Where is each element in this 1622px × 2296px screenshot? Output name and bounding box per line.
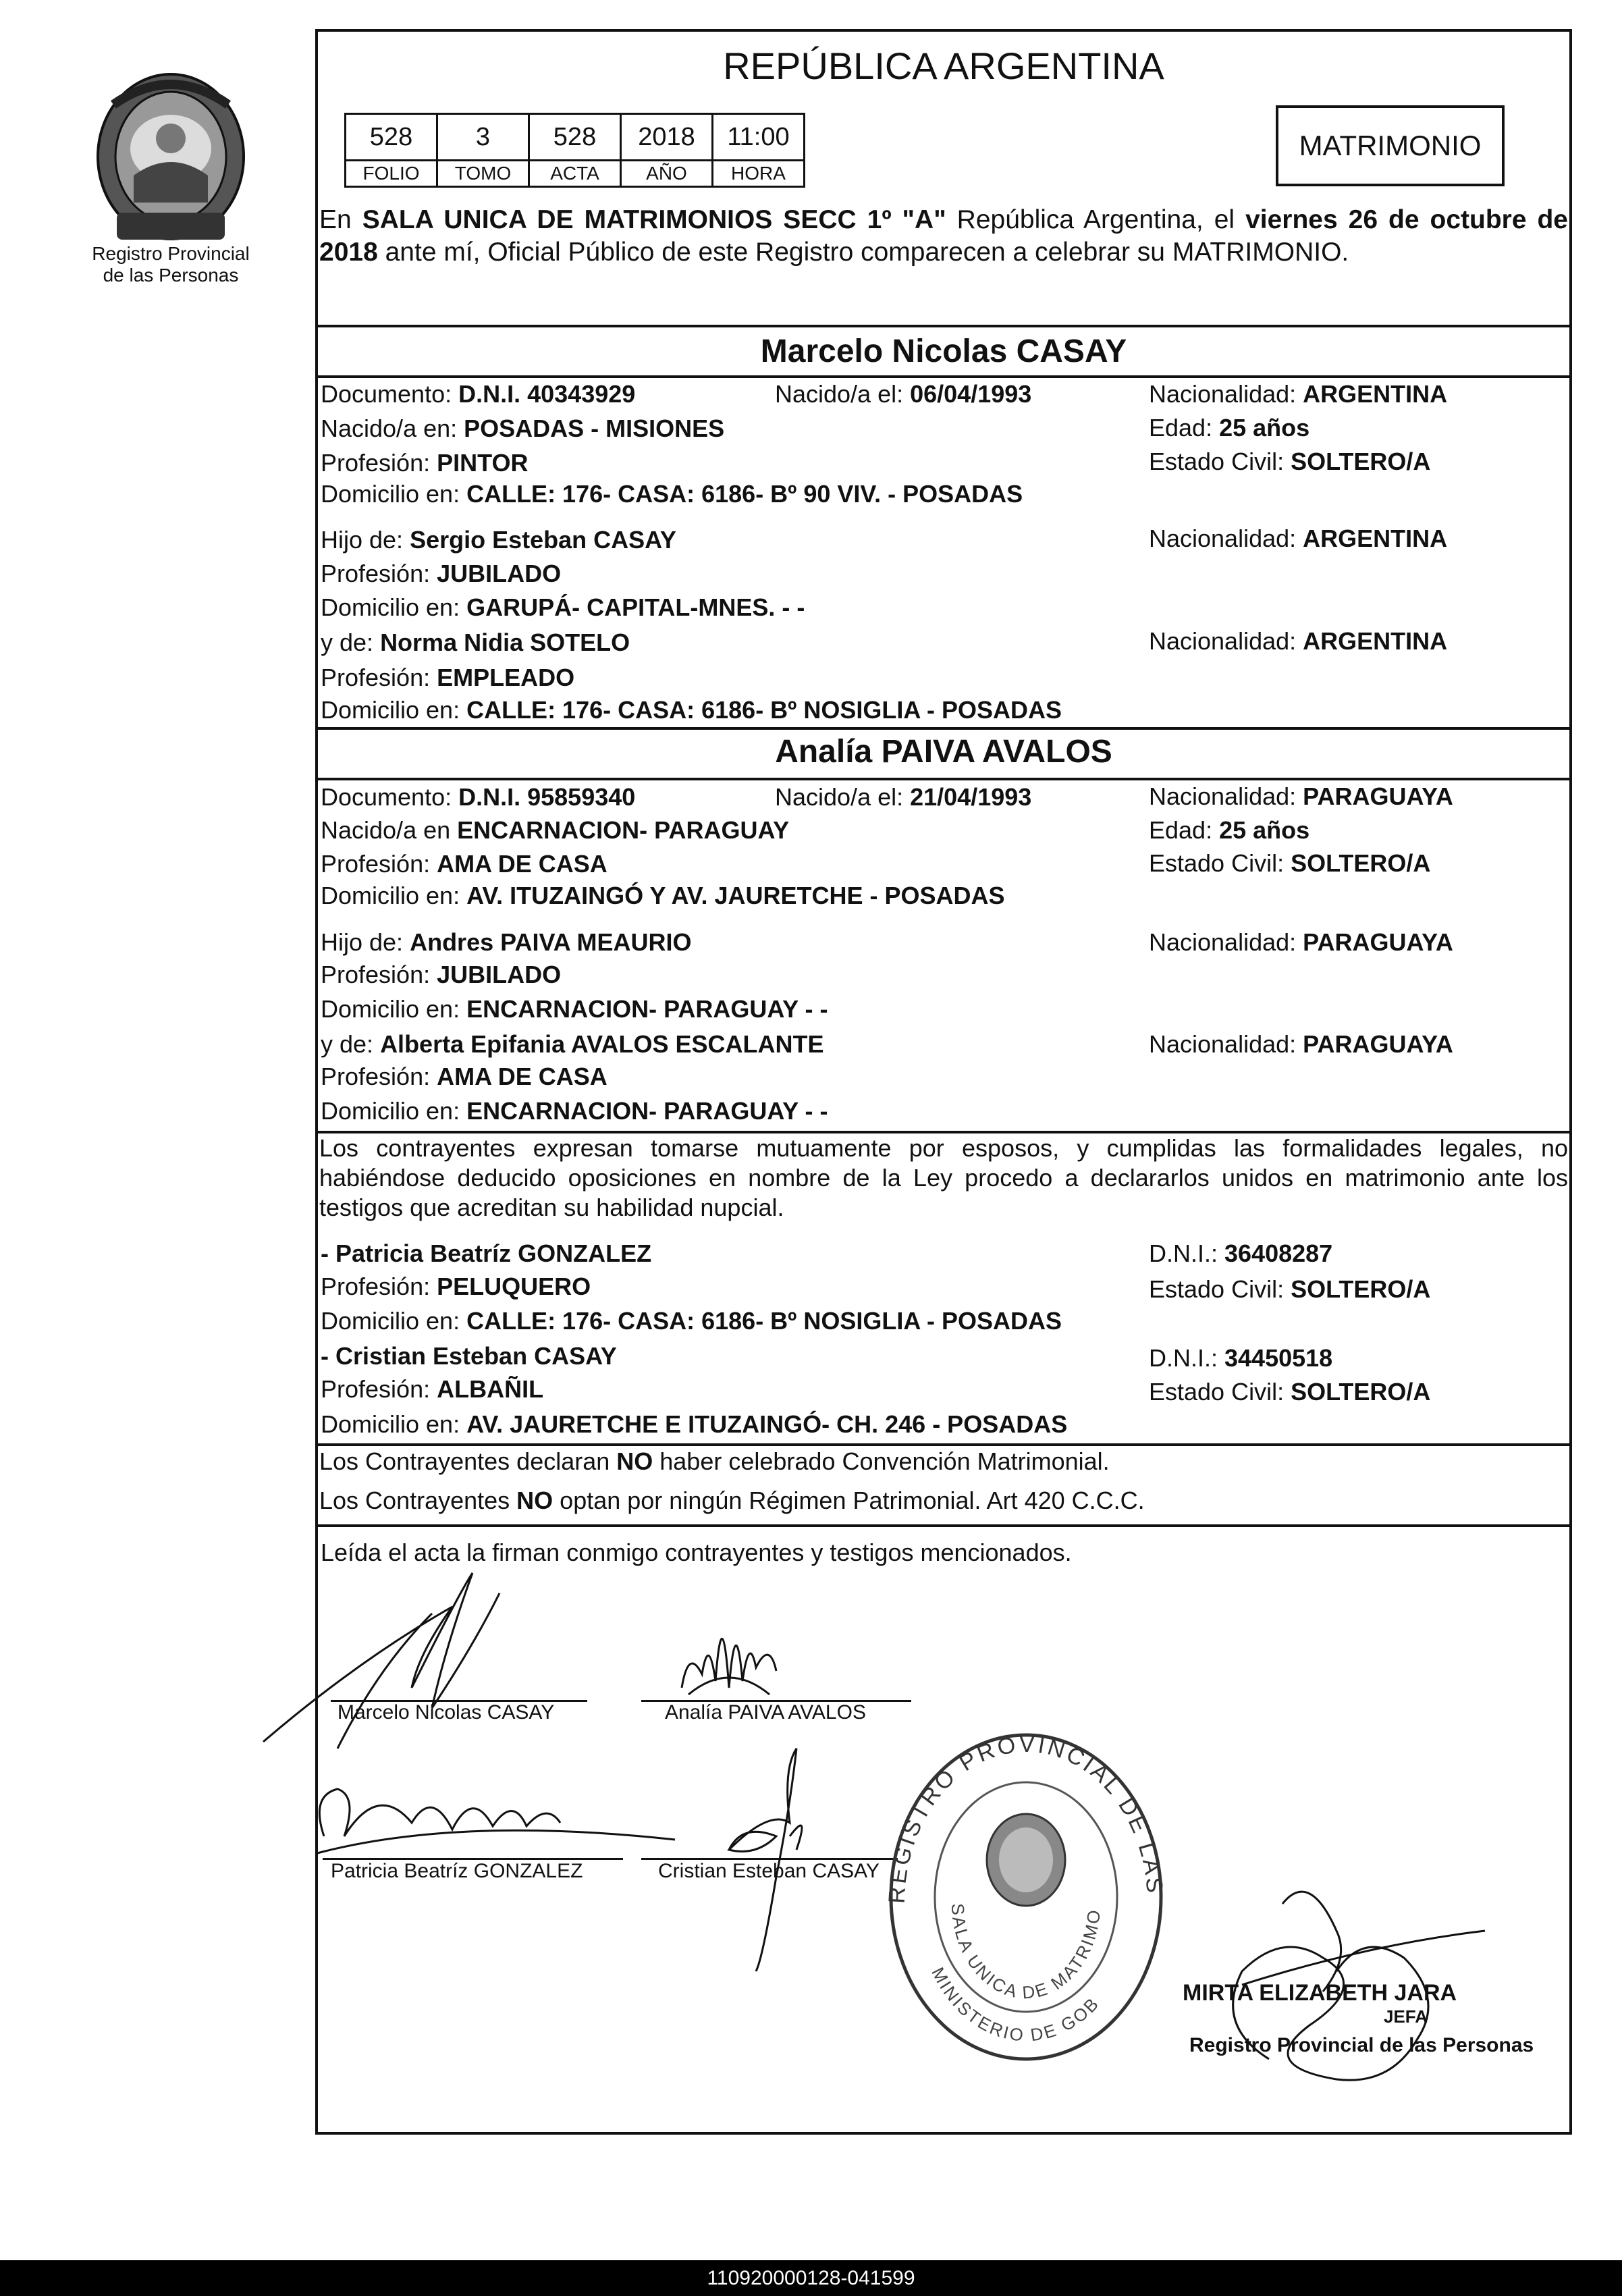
spouse1-age: Edad: 25 años: [1149, 414, 1310, 442]
acta-value: 528: [529, 114, 621, 161]
divider: [315, 1443, 1572, 1446]
divider: [315, 375, 1572, 378]
witness2-profession: Profesión: ALBAÑIL: [321, 1375, 544, 1403]
spouse2-father-nationality: Nacionalidad: PARAGUAYA: [1149, 928, 1453, 956]
svg-text:MINISTERIO DE GOB: MINISTERIO DE GOB: [927, 1964, 1104, 2046]
anio-label: AÑO: [621, 161, 713, 187]
witness2-dni: D.N.I.: 34450518: [1149, 1344, 1333, 1372]
convention-statement: Los Contrayentes declaran NO haber celebrado Convención Matrimonial.: [319, 1447, 1110, 1475]
spouse2-father-profession: Profesión: JUBILADO: [321, 961, 562, 988]
footer-document-code: 110920000128-041599: [0, 2260, 1622, 2296]
divider: [315, 325, 1572, 327]
spouse1-nationality: Nacionalidad: ARGENTINA: [1149, 380, 1448, 408]
spouse2-address: Domicilio en: AV. ITUZAINGÓ Y AV. JAURETCHE - POSADAS: [321, 882, 1005, 909]
spouse1-name: Marcelo Nicolas CASAY: [760, 333, 1127, 369]
spouse2-profession: Profesión: AMA DE CASA: [321, 850, 607, 878]
spouse2-mother-address: Domicilio en: ENCARNACION- PARAGUAY - -: [321, 1097, 828, 1125]
folio-label: FOLIO: [346, 161, 437, 187]
spouse2-father: Hijo de: Andres PAIVA MEAURIO: [321, 928, 692, 956]
official-organization: Registro Provincial de las Personas: [1189, 2034, 1534, 2056]
witness2-name: - Cristian Esteban CASAY: [321, 1342, 617, 1370]
witness1-civil-status: Estado Civil: SOLTERO/A: [1149, 1275, 1431, 1303]
spouse1-birth-date: Nacido/a el: 06/04/1993: [775, 380, 1032, 408]
act-type-box: MATRIMONIO: [1276, 105, 1505, 186]
spouse2-birth-place: Nacido/a en ENCARNACION- PARAGUAY: [321, 816, 790, 844]
province-seal-logo: [86, 68, 255, 246]
spouse1-profession: Profesión: PINTOR: [321, 449, 529, 477]
tomo-label: TOMO: [437, 161, 529, 187]
spouse1-father-nationality: Nacionalidad: ARGENTINA: [1149, 525, 1448, 552]
spouse2-father-address: Domicilio en: ENCARNACION- PARAGUAY - -: [321, 995, 828, 1023]
svg-text:SALA UNICA DE MATRIMONIOS: SALA UNICA DE MATRIMO: [947, 1902, 1105, 2003]
hora-label: HORA: [713, 161, 805, 187]
official-oval-stamp: [877, 1728, 1174, 2066]
spouse2-document: Documento: D.N.I. 95859340: [321, 783, 636, 811]
document-title: REPÚBLICA ARGENTINA: [723, 45, 1164, 87]
witness1-address: Domicilio en: CALLE: 176- CASA: 6186- Bº NOSIGLIA - POSADAS: [321, 1307, 1062, 1335]
tomo-value: 3: [437, 114, 529, 161]
spouse1-mother-address: Domicilio en: CALLE: 176- CASA: 6186- Bº NOSIGLIA - POSADAS: [321, 696, 1062, 724]
spouse1-address: Domicilio en: CALLE: 176- CASA: 6186- Bº 90 VIV. - POSADAS: [321, 480, 1023, 508]
signature-label-witness1: Patricia Beatríz GONZALEZ: [331, 1860, 583, 1882]
signature-label-spouse1: Marcelo Nicolas CASAY: [337, 1701, 555, 1724]
divider: [315, 727, 1572, 730]
spouse1-birth-place: Nacido/a en: POSADAS - MISIONES: [321, 415, 725, 442]
official-role: JEFA: [1384, 2006, 1428, 2027]
spouse2-nationality: Nacionalidad: PARAGUAYA: [1149, 782, 1453, 810]
spouse1-document: Documento: D.N.I. 40343929: [321, 380, 636, 408]
witness2-civil-status: Estado Civil: SOLTERO/A: [1149, 1378, 1431, 1406]
svg-text:REGISTRO PROVINCIAL DE LAS PER: REGISTRO PROVINCIAL DE LAS: [884, 1731, 1168, 1904]
intro-paragraph: En SALA UNICA DE MATRIMONIOS SECC 1º "A" República Argentina, el viernes 26 de octubre de 2018 ante mí, Oficial Público de este Registro comparecen a celebrar su MATRIMONIO.: [319, 205, 1568, 267]
spouse2-mother-profession: Profesión: AMA DE CASA: [321, 1063, 607, 1090]
closing-statement: Leída el acta la firman conmigo contrayentes y testigos mencionados.: [321, 1539, 1072, 1566]
spouse1-mother-profession: Profesión: EMPLEADO: [321, 664, 575, 691]
witness1-name: - Patricia Beatríz GONZALEZ: [321, 1239, 652, 1267]
hora-value: 11:00: [713, 114, 805, 161]
spouse1-mother: y de: Norma Nidia SOTELO: [321, 629, 630, 656]
anio-value: 2018: [621, 114, 713, 161]
acta-label: ACTA: [529, 161, 621, 187]
spouse1-father: Hijo de: Sergio Esteban CASAY: [321, 526, 676, 554]
spouse2-birth-date: Nacido/a el: 21/04/1993: [775, 783, 1032, 811]
registration-fields-table: [344, 113, 805, 188]
divider: [315, 778, 1572, 780]
spouse1-civil-status: Estado Civil: SOLTERO/A: [1149, 448, 1431, 475]
spouse2-civil-status: Estado Civil: SOLTERO/A: [1149, 849, 1431, 877]
spouse1-mother-nationality: Nacionalidad: ARGENTINA: [1149, 627, 1448, 655]
declaration-paragraph: Los contrayentes expresan tomarse mutuamente por esposos, y cumplidas las formalidades legales, no habiéndose deducido oposiciones en nombre de la Ley procedo a declararlos unidos en matrimonio ante los testigos que acreditan su habilidad nupcial.: [319, 1134, 1568, 1221]
signature-label-witness2: Cristian Esteban CASAY: [658, 1860, 880, 1882]
witness1-profession: Profesión: PELUQUERO: [321, 1273, 591, 1300]
spouse2-name: Analía PAIVA AVALOS: [775, 734, 1112, 770]
spouse1-father-profession: Profesión: JUBILADO: [321, 560, 562, 587]
spouse2-age: Edad: 25 años: [1149, 816, 1310, 844]
signature-label-spouse2: Analía PAIVA AVALOS: [665, 1701, 866, 1724]
spouse2-mother: y de: Alberta Epifania AVALOS ESCALANTE: [321, 1030, 824, 1058]
org-name-line1: Registro Provincial: [92, 243, 250, 264]
witness1-dni: D.N.I.: 36408287: [1149, 1239, 1333, 1267]
witness2-address: Domicilio en: AV. JAURETCHE E ITUZAINGÓ- CH. 246 - POSADAS: [321, 1410, 1068, 1438]
divider: [315, 1524, 1572, 1527]
folio-value: 528: [346, 114, 437, 161]
spouse1-father-address: Domicilio en: GARUPÁ- CAPITAL-MNES. - -: [321, 593, 805, 621]
org-name-line2: de las Personas: [103, 265, 239, 286]
official-name: MIRTA ELIZABETH JARA: [1183, 1980, 1457, 2006]
patrimonial-regime-statement: Los Contrayentes NO optan por ningún Régimen Patrimonial. Art 420 C.C.C.: [319, 1487, 1145, 1514]
spouse2-mother-nationality: Nacionalidad: PARAGUAYA: [1149, 1030, 1453, 1058]
